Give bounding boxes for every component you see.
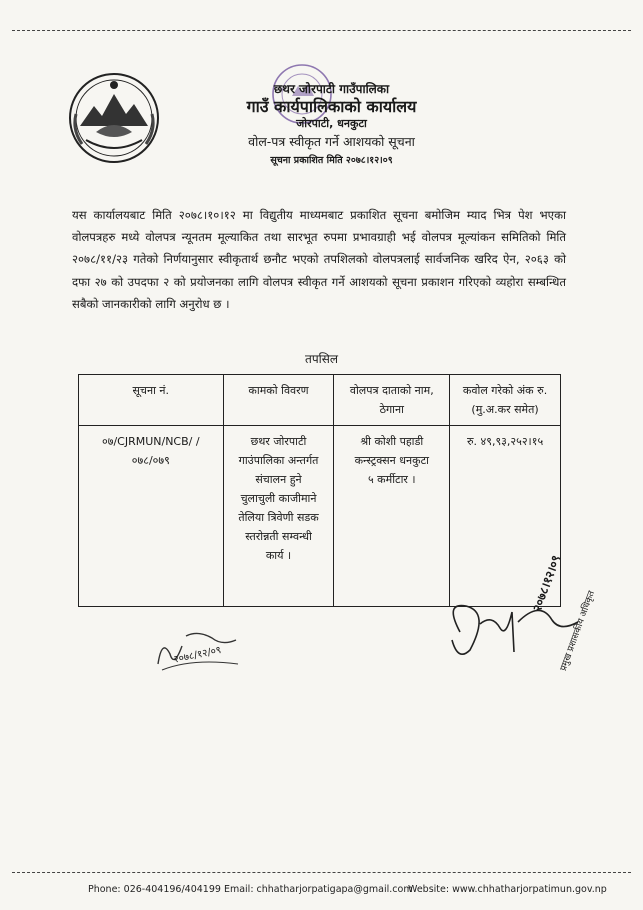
table-header-row <box>79 375 561 426</box>
column-header: वोलपत्र दाताको नाम, ठेगाना <box>334 375 450 426</box>
bottom-dashed-divider <box>12 872 631 873</box>
footer-contact: Phone: 026-404196/404199 Email: chhatharjorpatigapa@gmail.com <box>88 884 413 895</box>
notice-paragraph: यस कार्यालयबाट मिति २०७८।१०।१२ मा विद्युतीय माध्यमबाट प्रकाशित सूचना बमोजिम म्याद भित्र पेश भएका वोलपत्रहरु मध्ये वोलपत्र न्यूनतम मूल्याकित तथा सारभूत रुपमा प्रभावग्राही भई वोलपत्र मूल्यांकन समितिको मिति २०७८/११/२३ गतेको निर्णयानुसार स्वीकृतार्थ छनौट भएको तपशिलको वोलपत्रलाई सार्वजनिक खरिद ऐन, २०६३ को दफा २७ को उपदफा २ को प्रयोजनका लागि वोलपत्र स्वीकृत गर्ने आशयको सूचना प्रकाशन गरिएको व्यहोरा सम्बन्धित सबैको जानकारीको लागि अनुरोध छ । <box>72 208 566 311</box>
signatory-title: प्रमुख प्रशासकीय अधिकृत <box>558 589 598 673</box>
top-dashed-divider <box>12 30 631 31</box>
office-address: जोरपाटी, धनकुटा <box>296 117 367 130</box>
footer-website: Website: www.chhatharjorpatimun.gov.np <box>408 884 607 895</box>
notice-number-cell: ०७/CJRMUN/NCB/ /०७८/०७९ <box>79 426 224 607</box>
details-heading: तपसिल <box>304 352 338 366</box>
column-header: सूचना नं. <box>79 375 224 426</box>
letterhead <box>190 82 473 168</box>
bid-details-table <box>78 374 561 607</box>
column-header: कवोल गरेको अंक रु. (मु.अ.कर समेत) <box>450 375 561 426</box>
work-description-cell: छथर जोरपाटी गाउंपालिका अन्तर्गत संचालन हुने चुलाचुली काजीमाने तेलिया त्रिवेणी सडक स्तरोन्नती सम्वन्धी कार्य । <box>223 426 334 607</box>
nepal-emblem-icon <box>66 70 162 166</box>
bid-amount-cell: रु. ४९,९३,२५२।१५ <box>450 426 561 607</box>
publish-date: सूचना प्रकाशित मिति २०७८।१२।०९ <box>270 155 393 166</box>
municipality-name: छथर जोरपाटी गाउँपालिका <box>273 82 390 96</box>
column-header: कामको विवरण <box>223 375 334 426</box>
bidder-cell: श्री कोशी पहाडी कन्स्ट्रक्सन धनकुटा ५ कर्मीटार । <box>334 426 450 607</box>
office-name: गाउँ कार्यपालिकाको कार्यालय <box>246 97 417 116</box>
notice-title: वोल-पत्र स्वीकृत गर्ने आशयको सूचना <box>248 134 415 149</box>
handwritten-date: २०७८/१२/०९ <box>172 644 223 666</box>
signature-date: २०७८।१२।०९ <box>529 553 564 614</box>
table-row <box>79 426 561 607</box>
